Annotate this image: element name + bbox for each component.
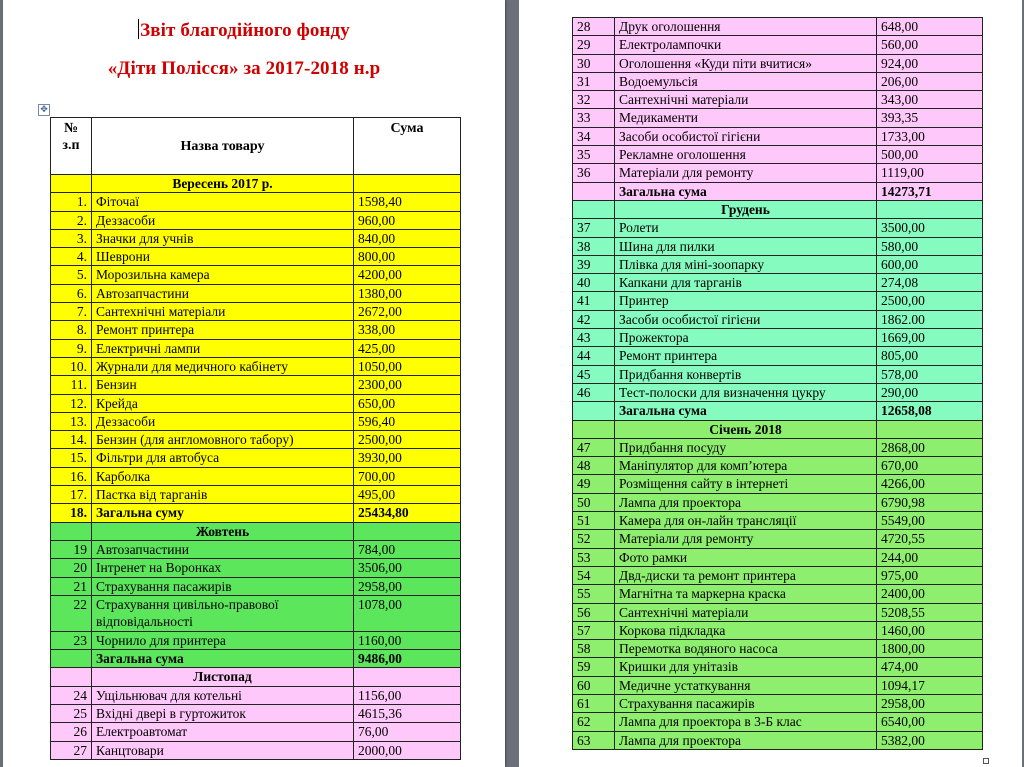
item-name: Шеврони	[92, 248, 354, 266]
table-row	[573, 72, 983, 90]
header-number: № з.п	[51, 118, 92, 175]
item-sum: 2958,00	[354, 577, 461, 595]
item-sum: 5208,55	[877, 603, 983, 621]
table-row	[573, 127, 983, 145]
item-name: Електроавтомат	[92, 723, 354, 741]
row-number: 40	[573, 274, 615, 292]
row-number: 55	[573, 585, 615, 603]
table-row	[573, 365, 983, 383]
table-row	[51, 595, 461, 631]
table-row	[51, 686, 461, 704]
item-sum: 2400,00	[877, 585, 983, 603]
item-name: Магнітна та маркерна краска	[615, 585, 877, 603]
section-number-cell	[573, 200, 615, 218]
item-sum: 596,40	[354, 412, 461, 430]
table-row	[573, 621, 983, 639]
item-sum: 290,00	[877, 383, 983, 401]
document-page-left	[3, 0, 505, 767]
table-row	[51, 357, 461, 375]
table-row	[573, 548, 983, 566]
row-number	[573, 402, 615, 420]
table-row	[51, 431, 461, 449]
item-name: Вхідні двері в гуртожиток	[92, 705, 354, 723]
section-label: Січень 2018	[615, 420, 877, 438]
row-number: 45	[573, 365, 615, 383]
table-row	[573, 347, 983, 365]
month-section-row	[573, 200, 983, 218]
table-row	[573, 54, 983, 72]
section-number-cell	[51, 668, 92, 686]
total-sum: 9486,00	[354, 650, 461, 668]
item-sum: 1460,00	[877, 621, 983, 639]
item-name: Прожектора	[615, 329, 877, 347]
expenses-table-left	[50, 117, 461, 760]
item-sum: 274,08	[877, 274, 983, 292]
item-sum: 975,00	[877, 566, 983, 584]
row-number: 37	[573, 219, 615, 237]
row-number: 18.	[51, 504, 92, 522]
row-number: 42	[573, 310, 615, 328]
item-name: Сантехнічні матеріали	[92, 303, 354, 321]
item-name: Капкани для тарганів	[615, 274, 877, 292]
item-sum: 3500,00	[877, 219, 983, 237]
row-number	[573, 182, 615, 200]
total-row	[573, 402, 983, 420]
row-number: 10.	[51, 357, 92, 375]
row-number: 43	[573, 329, 615, 347]
row-number: 26	[51, 723, 92, 741]
table-row	[573, 91, 983, 109]
table-row	[573, 310, 983, 328]
row-number: 5.	[51, 266, 92, 284]
item-sum: 1156,00	[354, 686, 461, 704]
table-row	[573, 36, 983, 54]
row-number: 32	[573, 91, 615, 109]
row-number: 6.	[51, 284, 92, 302]
item-sum: 650,00	[354, 394, 461, 412]
item-name: Придбання конвертів	[615, 365, 877, 383]
item-sum: 1862.00	[877, 310, 983, 328]
expenses-table-right	[572, 17, 983, 750]
item-sum: 840,00	[354, 229, 461, 247]
item-name: Водоемульсія	[615, 72, 877, 90]
row-number: 3.	[51, 229, 92, 247]
row-number: 13.	[51, 412, 92, 430]
table-row	[573, 493, 983, 511]
total-label: Загальна сума	[615, 182, 877, 200]
table-row	[51, 339, 461, 357]
item-name: Страхування пасажирів	[615, 694, 877, 712]
table-row	[51, 321, 461, 339]
row-number: 62	[573, 713, 615, 731]
row-number: 48	[573, 457, 615, 475]
table-row	[51, 723, 461, 741]
item-sum: 700,00	[354, 467, 461, 485]
item-name: Деззасоби	[92, 412, 354, 430]
item-sum: 1733,00	[877, 127, 983, 145]
item-sum: 805,00	[877, 347, 983, 365]
item-sum: 2000,00	[354, 741, 461, 759]
item-name: Ущільнювач для котельні	[92, 686, 354, 704]
item-name: Страхування пасажирів	[92, 577, 354, 595]
table-row	[51, 540, 461, 558]
table-move-handle-icon[interactable]: ✥	[38, 104, 50, 116]
total-sum: 12658,08	[877, 402, 983, 420]
section-number-cell	[51, 522, 92, 540]
item-sum: 4615,36	[354, 705, 461, 723]
table-row	[573, 603, 983, 621]
row-number: 38	[573, 237, 615, 255]
item-name: Кришки для унітазів	[615, 658, 877, 676]
item-name: Принтер	[615, 292, 877, 310]
row-number: 41	[573, 292, 615, 310]
row-number: 33	[573, 109, 615, 127]
table-row	[51, 229, 461, 247]
item-sum: 5549,00	[877, 512, 983, 530]
item-name: Засоби особистої гігієни	[615, 310, 877, 328]
table-row	[573, 585, 983, 603]
item-sum: 5382,00	[877, 731, 983, 749]
item-name: Шина для пилки	[615, 237, 877, 255]
row-number: 28	[573, 18, 615, 36]
table-row	[573, 475, 983, 493]
row-number: 2.	[51, 211, 92, 229]
section-number-cell	[573, 420, 615, 438]
row-number: 12.	[51, 394, 92, 412]
table-row	[51, 631, 461, 649]
header-name: Назва товару	[92, 118, 354, 175]
row-number: 34	[573, 127, 615, 145]
row-number: 8.	[51, 321, 92, 339]
row-number: 30	[573, 54, 615, 72]
row-number: 4.	[51, 248, 92, 266]
item-name: Фіточаї	[92, 193, 354, 211]
row-number: 61	[573, 694, 615, 712]
item-sum: 76,00	[354, 723, 461, 741]
row-number: 50	[573, 493, 615, 511]
row-number: 35	[573, 146, 615, 164]
item-sum: 1380,00	[354, 284, 461, 302]
table-row	[573, 438, 983, 456]
item-name: Ремонт принтера	[92, 321, 354, 339]
table-row	[51, 376, 461, 394]
table-row	[51, 559, 461, 577]
row-number: 1.	[51, 193, 92, 211]
table-row	[51, 705, 461, 723]
row-number: 17.	[51, 486, 92, 504]
item-sum: 2300,00	[354, 376, 461, 394]
total-label: Загальна сума	[92, 650, 354, 668]
item-sum: 2672,00	[354, 303, 461, 321]
total-sum: 14273,71	[877, 182, 983, 200]
row-number: 9.	[51, 339, 92, 357]
table-row	[573, 731, 983, 749]
item-sum: 495,00	[354, 486, 461, 504]
item-name: Засоби особистої гігієни	[615, 127, 877, 145]
row-number: 24	[51, 686, 92, 704]
table-row	[573, 109, 983, 127]
table-row	[573, 18, 983, 36]
table-row	[573, 164, 983, 182]
table-row	[51, 193, 461, 211]
row-number: 60	[573, 676, 615, 694]
table-row	[51, 467, 461, 485]
row-number: 14.	[51, 431, 92, 449]
table-row	[573, 640, 983, 658]
item-name: Перемотка водяного насоса	[615, 640, 877, 658]
table-row	[573, 274, 983, 292]
table-row	[573, 457, 983, 475]
section-sum-cell	[354, 175, 461, 193]
item-sum: 560,00	[877, 36, 983, 54]
item-name: Ремонт принтера	[615, 347, 877, 365]
item-name: Електролампочки	[615, 36, 877, 54]
row-number: 29	[573, 36, 615, 54]
item-name: Розміщення сайту в інтернеті	[615, 475, 877, 493]
item-sum: 1050,00	[354, 357, 461, 375]
item-sum: 924,00	[877, 54, 983, 72]
row-number: 56	[573, 603, 615, 621]
table-row	[51, 449, 461, 467]
table-row	[573, 512, 983, 530]
row-number: 52	[573, 530, 615, 548]
item-sum: 3506,00	[354, 559, 461, 577]
item-name: Лампа для проектора	[615, 493, 877, 511]
item-sum: 425,00	[354, 339, 461, 357]
section-sum-cell	[877, 200, 983, 218]
item-sum: 3930,00	[354, 449, 461, 467]
row-number: 36	[573, 164, 615, 182]
section-label: Листопад	[92, 668, 354, 686]
item-name: Тест-полоски для визначення цукру	[615, 383, 877, 401]
item-name: Матеріали для ремонту	[615, 530, 877, 548]
table-row	[573, 383, 983, 401]
table-header-row	[51, 118, 461, 175]
item-name: Електричні лампи	[92, 339, 354, 357]
table-row	[573, 237, 983, 255]
item-name: Оголошення «Куди піти вчитися»	[615, 54, 877, 72]
item-sum: 474,00	[877, 658, 983, 676]
item-name: Ролети	[615, 219, 877, 237]
item-sum: 4720,55	[877, 530, 983, 548]
section-sum-cell	[877, 420, 983, 438]
table-row	[573, 255, 983, 273]
row-number: 49	[573, 475, 615, 493]
row-number: 23	[51, 631, 92, 649]
table-row	[573, 146, 983, 164]
table-row	[51, 577, 461, 595]
table-resize-handle[interactable]	[983, 758, 989, 764]
total-row	[573, 182, 983, 200]
item-sum: 2500,00	[877, 292, 983, 310]
total-row	[51, 650, 461, 668]
item-name: Автозапчастини	[92, 284, 354, 302]
table-row	[51, 303, 461, 321]
item-sum: 1800,00	[877, 640, 983, 658]
item-name: Чорнило для принтера	[92, 631, 354, 649]
row-number: 53	[573, 548, 615, 566]
item-name: Бензин (для англомовного табору)	[92, 431, 354, 449]
item-name: Крейда	[92, 394, 354, 412]
item-name: Коркова підкладка	[615, 621, 877, 639]
row-number: 58	[573, 640, 615, 658]
row-number: 20	[51, 559, 92, 577]
table-row	[573, 566, 983, 584]
row-number: 22	[51, 595, 92, 631]
report-title-line-2: «Діти Полісся» за 2017-2018 н.р	[107, 58, 381, 79]
item-sum: 960,00	[354, 211, 461, 229]
item-sum: 670,00	[877, 457, 983, 475]
item-name: Друк оголошення	[615, 18, 877, 36]
item-name: Деззасоби	[92, 211, 354, 229]
item-name: Бензин	[92, 376, 354, 394]
total-label: Загальна сума	[615, 402, 877, 420]
item-sum: 206,00	[877, 72, 983, 90]
item-name: Камера для он-лайн трансляції	[615, 512, 877, 530]
item-name: Лампа для проектора в 3-Б клас	[615, 713, 877, 731]
report-title-line-1: Звіт благодійного фонду	[140, 20, 350, 41]
row-number: 54	[573, 566, 615, 584]
item-sum: 4266,00	[877, 475, 983, 493]
item-sum: 6790,98	[877, 493, 983, 511]
row-number: 47	[573, 438, 615, 456]
row-number: 59	[573, 658, 615, 676]
row-number	[51, 650, 92, 668]
item-name: Карболка	[92, 467, 354, 485]
table-row	[51, 266, 461, 284]
month-section-row	[51, 522, 461, 540]
item-name: Плівка для міні-зоопарку	[615, 255, 877, 273]
item-name: Журнали для медичного кабінету	[92, 357, 354, 375]
table-row	[573, 658, 983, 676]
item-name: Медикаменти	[615, 109, 877, 127]
table-row	[573, 292, 983, 310]
row-number: 19	[51, 540, 92, 558]
item-sum: 244,00	[877, 548, 983, 566]
row-number: 7.	[51, 303, 92, 321]
row-number: 57	[573, 621, 615, 639]
total-label: Загальна суму	[92, 504, 354, 522]
item-sum: 6540,00	[877, 713, 983, 731]
row-number: 15.	[51, 449, 92, 467]
item-name: Інтренет на Воронках	[92, 559, 354, 577]
item-name: Рекламне оголошення	[615, 146, 877, 164]
month-section-row	[51, 175, 461, 193]
total-row	[51, 504, 461, 522]
item-name: Двд-диски та ремонт принтера	[615, 566, 877, 584]
table-row	[573, 530, 983, 548]
table-row	[573, 713, 983, 731]
table-row	[51, 486, 461, 504]
item-sum: 648,00	[877, 18, 983, 36]
item-sum: 4200,00	[354, 266, 461, 284]
item-sum: 578,00	[877, 365, 983, 383]
item-name: Морозильна камера	[92, 266, 354, 284]
table-row	[51, 412, 461, 430]
document-page-right	[519, 0, 1022, 767]
row-number: 46	[573, 383, 615, 401]
item-name: Маніпулятор для комп’ютера	[615, 457, 877, 475]
row-number: 27	[51, 741, 92, 759]
row-number: 31	[573, 72, 615, 90]
section-label: Жовтень	[92, 522, 354, 540]
row-number: 51	[573, 512, 615, 530]
item-sum: 1078,00	[354, 595, 461, 631]
section-number-cell	[51, 175, 92, 193]
row-number: 63	[573, 731, 615, 749]
item-sum: 1119,00	[877, 164, 983, 182]
item-sum: 338,00	[354, 321, 461, 339]
table-row	[51, 741, 461, 759]
item-sum: 1598,40	[354, 193, 461, 211]
row-number: 39	[573, 255, 615, 273]
item-sum: 784,00	[354, 540, 461, 558]
item-name: Пастка від тарганів	[92, 486, 354, 504]
item-name: Канцтовари	[92, 741, 354, 759]
item-name: Фільтри для автобуса	[92, 449, 354, 467]
table-row	[573, 329, 983, 347]
item-name: Страхування цивільно-правової відповідальності	[92, 595, 354, 631]
total-sum: 25434,80	[354, 504, 461, 522]
item-name: Лампа для проектора	[615, 731, 877, 749]
table-row	[51, 284, 461, 302]
month-section-row	[51, 668, 461, 686]
row-number: 25	[51, 705, 92, 723]
item-name: Придбання посуду	[615, 438, 877, 456]
item-name: Матеріали для ремонту	[615, 164, 877, 182]
section-sum-cell	[354, 522, 461, 540]
item-name: Сантехнічні матеріали	[615, 91, 877, 109]
item-sum: 2958,00	[877, 694, 983, 712]
row-number: 11.	[51, 376, 92, 394]
section-label: Вересень 2017 р.	[92, 175, 354, 193]
item-name: Фото рамки	[615, 548, 877, 566]
table-row	[573, 219, 983, 237]
item-sum: 2868,00	[877, 438, 983, 456]
item-name: Медичне устаткування	[615, 676, 877, 694]
row-number: 21	[51, 577, 92, 595]
item-sum: 500,00	[877, 146, 983, 164]
section-label: Грудень	[615, 200, 877, 218]
row-number: 44	[573, 347, 615, 365]
item-sum: 2500,00	[354, 431, 461, 449]
item-sum: 1669,00	[877, 329, 983, 347]
row-number: 16.	[51, 467, 92, 485]
table-row	[573, 694, 983, 712]
header-sum: Сума	[354, 118, 461, 175]
table-row	[51, 211, 461, 229]
item-name: Сантехнічні матеріали	[615, 603, 877, 621]
item-sum: 1094,17	[877, 676, 983, 694]
table-row	[51, 394, 461, 412]
item-sum: 800,00	[354, 248, 461, 266]
month-section-row	[573, 420, 983, 438]
item-sum: 343,00	[877, 91, 983, 109]
item-name: Значки для учнів	[92, 229, 354, 247]
item-sum: 1160,00	[354, 631, 461, 649]
item-sum: 393,35	[877, 109, 983, 127]
table-row	[573, 676, 983, 694]
item-sum: 600,00	[877, 255, 983, 273]
section-sum-cell	[354, 668, 461, 686]
item-sum: 580,00	[877, 237, 983, 255]
table-row	[51, 248, 461, 266]
item-name: Автозапчастини	[92, 540, 354, 558]
